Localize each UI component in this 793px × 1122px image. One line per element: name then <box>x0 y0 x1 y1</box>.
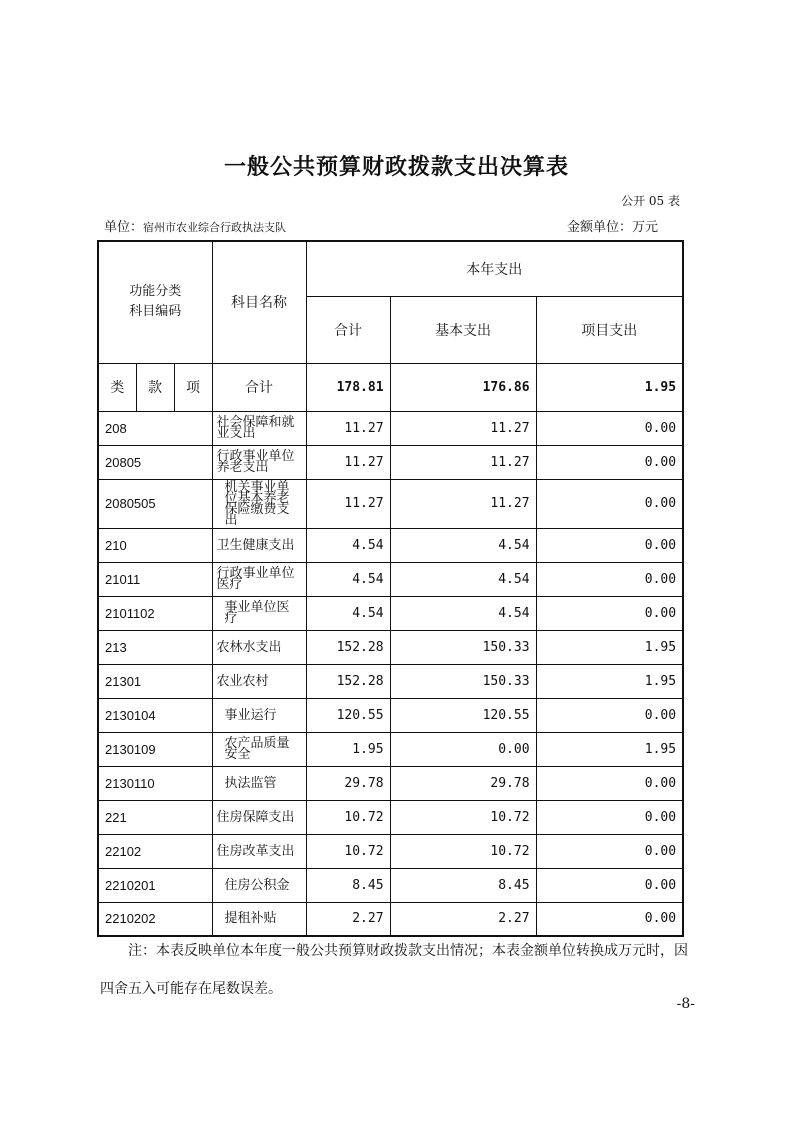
table-row <box>98 411 683 445</box>
row-total: 2.27 <box>306 902 390 936</box>
row-subject-name: 执法监管 <box>212 766 306 800</box>
row-code: 2130109 <box>98 732 212 766</box>
row-project: 0.00 <box>536 445 683 479</box>
row-project: 0.00 <box>536 528 683 562</box>
row-basic: 10.72 <box>390 834 536 868</box>
row-basic: 4.54 <box>390 528 536 562</box>
table-body <box>98 411 683 936</box>
table-row <box>98 732 683 766</box>
row-basic: 2.27 <box>390 902 536 936</box>
unit-line <box>104 216 286 235</box>
total-row-label: 合计 <box>212 363 306 411</box>
row-project: 0.00 <box>536 766 683 800</box>
row-code: 2130110 <box>98 766 212 800</box>
table-row <box>98 698 683 732</box>
row-subject-name: 社会保障和就业支出 <box>212 411 306 445</box>
row-project: 0.00 <box>536 868 683 902</box>
row-total: 11.27 <box>306 411 390 445</box>
row-subject-name: 事业运行 <box>212 698 306 732</box>
row-code: 221 <box>98 800 212 834</box>
unit-name: 宿州市农业综合行政执法支队 <box>143 221 287 234</box>
row-code: 21301 <box>98 664 212 698</box>
table-row <box>98 479 683 528</box>
row-project: 1.95 <box>536 732 683 766</box>
row-subject-name: 农林水支出 <box>212 630 306 664</box>
row-total: 152.28 <box>306 664 390 698</box>
row-code: 21011 <box>98 562 212 596</box>
row-project: 0.00 <box>536 834 683 868</box>
table-row <box>98 630 683 664</box>
row-project: 0.00 <box>536 902 683 936</box>
row-project: 1.95 <box>536 664 683 698</box>
row-total: 10.72 <box>306 834 390 868</box>
row-subject-name: 住房公积金 <box>212 868 306 902</box>
row-subject-name: 事业单位医疗 <box>212 596 306 630</box>
expense-table <box>97 240 684 937</box>
row-basic: 150.33 <box>390 630 536 664</box>
row-subject-name: 住房改革支出 <box>212 834 306 868</box>
row-total: 11.27 <box>306 445 390 479</box>
row-total: 29.78 <box>306 766 390 800</box>
row-code: 2210201 <box>98 868 212 902</box>
basic-header: 基本支出 <box>390 296 536 363</box>
row-basic: 29.78 <box>390 766 536 800</box>
row-basic: 150.33 <box>390 664 536 698</box>
lei-header: 类 <box>98 363 136 411</box>
row-project: 0.00 <box>536 698 683 732</box>
table-row <box>98 902 683 936</box>
table-row <box>98 664 683 698</box>
row-total: 1.95 <box>306 732 390 766</box>
row-code: 2101102 <box>98 596 212 630</box>
row-total: 120.55 <box>306 698 390 732</box>
row-total: 10.72 <box>306 800 390 834</box>
row-basic: 11.27 <box>390 411 536 445</box>
unit-label: 单位： <box>104 220 144 235</box>
row-project: 1.95 <box>536 630 683 664</box>
row-code: 22102 <box>98 834 212 868</box>
table-row <box>98 445 683 479</box>
project-header: 项目支出 <box>536 296 683 363</box>
row-basic: 8.45 <box>390 868 536 902</box>
table-row <box>98 834 683 868</box>
row-total: 4.54 <box>306 596 390 630</box>
document-title: 一般公共预算财政拨款支出决算表 <box>223 154 569 180</box>
row-basic: 11.27 <box>390 445 536 479</box>
total-row-project: 1.95 <box>536 363 683 411</box>
row-basic: 4.54 <box>390 562 536 596</box>
row-code: 213 <box>98 630 212 664</box>
row-total: 4.54 <box>306 528 390 562</box>
page-number: -8- <box>676 996 695 1012</box>
row-code: 2080505 <box>98 479 212 528</box>
row-subject-name: 卫生健康支出 <box>212 528 306 562</box>
row-code: 2210202 <box>98 902 212 936</box>
table-row <box>98 562 683 596</box>
table-row <box>98 766 683 800</box>
table-row <box>98 868 683 902</box>
total-header: 合计 <box>306 296 390 363</box>
table-row <box>98 596 683 630</box>
form-number: 公开 05 表 <box>621 194 680 208</box>
row-total: 152.28 <box>306 630 390 664</box>
row-project: 0.00 <box>536 411 683 445</box>
xiang-header: 项 <box>174 363 212 411</box>
row-basic: 0.00 <box>390 732 536 766</box>
row-project: 0.00 <box>536 562 683 596</box>
subject-name-header: 科目名称 <box>212 241 306 363</box>
total-row-basic: 176.86 <box>390 363 536 411</box>
current-year-expense-header: 本年支出 <box>306 241 683 296</box>
footnote: 注：本表反映单位本年度一般公共预算财政拨款支出情况；本表金额单位转换成万元时，因四舍五入可能存在尾数误差。 <box>100 943 688 997</box>
row-subject-name: 行政事业单位养老支出 <box>212 445 306 479</box>
kuan-header: 款 <box>136 363 174 411</box>
row-subject-name: 提租补贴 <box>212 902 306 936</box>
table-row <box>98 528 683 562</box>
row-subject-name: 住房保障支出 <box>212 800 306 834</box>
row-code: 210 <box>98 528 212 562</box>
row-basic: 11.27 <box>390 479 536 528</box>
row-subject-name: 行政事业单位医疗 <box>212 562 306 596</box>
row-project: 0.00 <box>536 596 683 630</box>
row-total: 8.45 <box>306 868 390 902</box>
total-row-total: 178.81 <box>306 363 390 411</box>
row-code: 2130104 <box>98 698 212 732</box>
row-total: 4.54 <box>306 562 390 596</box>
amount-unit: 金额单位：万元 <box>566 220 658 235</box>
row-project: 0.00 <box>536 800 683 834</box>
row-code: 208 <box>98 411 212 445</box>
row-project: 0.00 <box>536 479 683 528</box>
row-total: 11.27 <box>306 479 390 528</box>
func-class-header: 功能分类 科目编码 <box>98 241 212 363</box>
row-basic: 4.54 <box>390 596 536 630</box>
row-subject-name: 农产品质量安全 <box>212 732 306 766</box>
table-row <box>98 800 683 834</box>
row-code: 20805 <box>98 445 212 479</box>
row-subject-name: 机关事业单位基本养老保险缴费支出 <box>212 479 306 528</box>
row-basic: 120.55 <box>390 698 536 732</box>
row-basic: 10.72 <box>390 800 536 834</box>
row-subject-name: 农业农村 <box>212 664 306 698</box>
